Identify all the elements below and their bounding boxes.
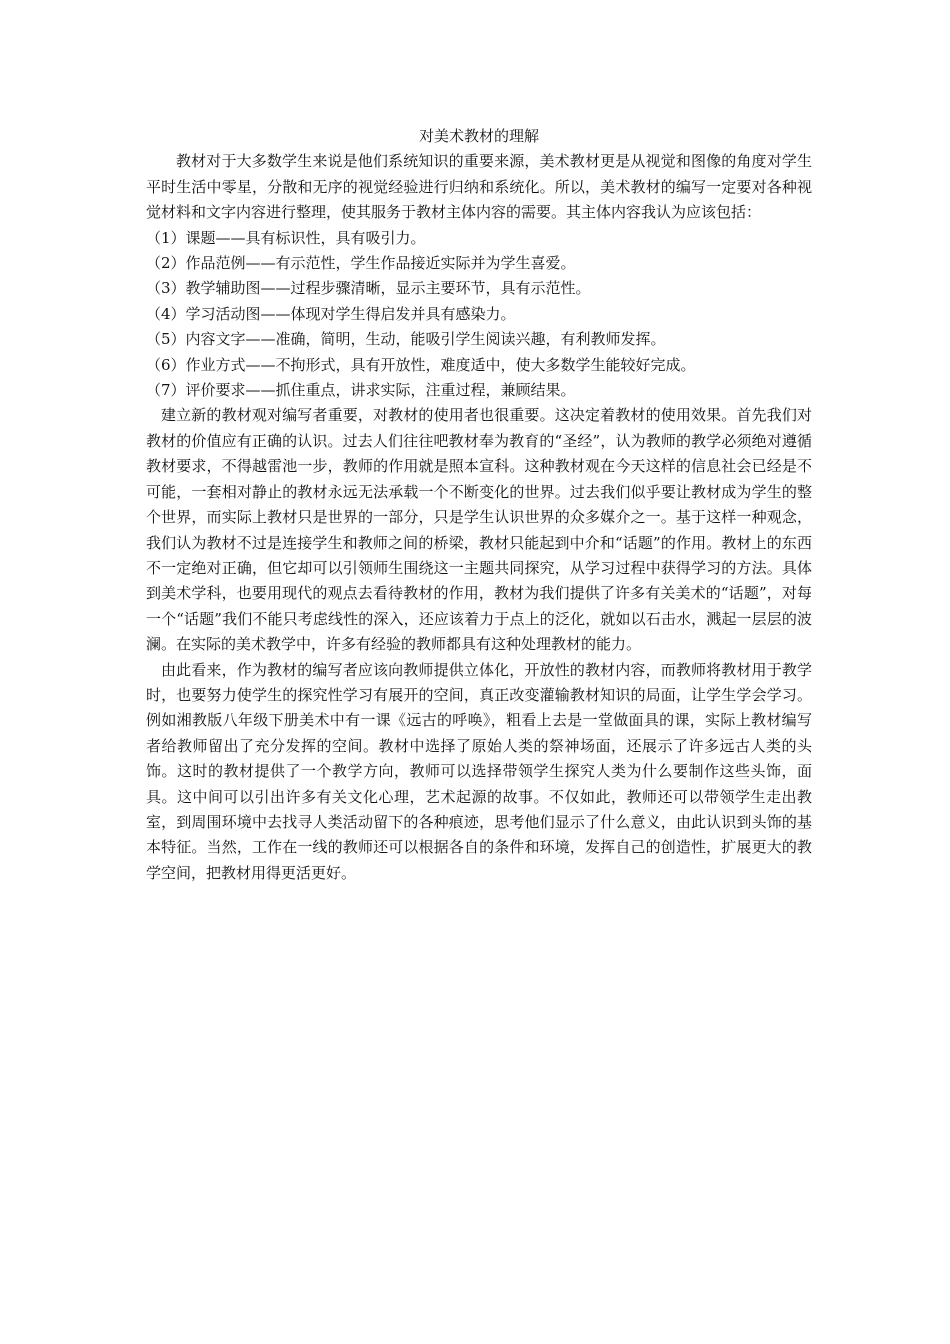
body-paragraph-3: 由此看来，作为教材的编写者应该向教师提供立体化，开放性的教材内容，而教师将教材用于教学时，也要努力使学生的探究性学习有展开的空间，真正改变灌输教材知识的局面，让学生学会学习。例如湘教版八年级下册美术中有一课《远古的呼唤》，粗看上去是一堂做面具的课，实际上教材编写者给教师留出了充分发挥的空间。教材中选择了原始人类的祭神场面，还展示了许多远古人类的头饰。这时的教材提供了一个教学方向，教师可以选择带领学生探究人类为什么要制作这些头饰，面具。这中间可以引出许多有关文化心理，艺术起源的故事。不仅如此，教师还可以带领学生走出教室，到周围环境中去找寻人类活动留下的各种痕迹，思考他们显示了什么意义，由此认识到头饰的基本特征。当然，工作在一线的教师还可以根据各自的条件和环境，发挥自己的创造性，扩展更大的教学空间，把教材用得更活更好。 bbox=[146, 660, 812, 882]
list-item: （2）作品范例——有示范性，学生作品接近实际并为学生喜爱。 bbox=[146, 254, 576, 273]
list-item: （5）内容文字——准确，简明，生动，能吸引学生阅读兴趣，有利教师发挥。 bbox=[146, 330, 666, 349]
content-list bbox=[146, 226, 812, 404]
body-paragraph-2: 建立新的教材观对编写者重要，对教材的使用者也很重要。这决定着教材的使用效果。首先我们对教材的价值应有正确的认识。过去人们往往吧教材奉为教育的“圣经”，认为教师的教学必须绝对遵循教材要求，不得越雷池一步，教师的作用就是照本宣科。这种教材观在今天这样的信息社会已经是不可能，一套相对静止的教材永远无法承载一个不断变化的世界。过去我们似乎要让教材成为学生的整个世界，而实际上教材只是世界的一部分，只是学生认识世界的众多媒介之一。基于这样一种观念，我们认为教材不过是连接学生和教师之间的桥梁，教材只能起到中介和“话题”的作用。教材上的东西不一定绝对正确，但它却可以引领师生围绕这一主题共同探究，从学习过程中获得学习的方法。具体到美术学科，也要用现代的观点去看待教材的作用，教材为我们提供了许多有关美术的“话题”，对每一个“话题”我们不能只考虑线性的深入，还应该着力于点上的泛化，就如以石击水，溅起一层层的波澜。在实际的美术教学中，许多有经验的教师都具有这种处理教材的能力。 bbox=[146, 406, 812, 654]
list-item: （4）学习活动图——体现对学生得启发并具有感染力。 bbox=[146, 304, 516, 323]
list-item: （1）课题——具有标识性，具有吸引力。 bbox=[146, 228, 426, 247]
list-item: （3）教学辅助图——过程步骤清晰，显示主要环节，具有示范性。 bbox=[146, 279, 591, 298]
list-item: （7）评价要求——抓住重点，讲求实际，注重过程，兼顾结果。 bbox=[146, 381, 576, 400]
intro-paragraph: 教材对于大多数学生来说是他们系统知识的重要来源，美术教材更是从视觉和图像的角度对学生平时生活中零星，分散和无序的视觉经验进行归纳和系统化。所以，美术教材的编写一定要对各种视觉材料和文字内容进行整理，使其服务于教材主体内容的需要。其主体内容我认为应该包括： bbox=[146, 152, 812, 222]
document-title: 对美术教材的理解 bbox=[418, 127, 539, 145]
document-page bbox=[146, 124, 812, 886]
list-item: （6）作业方式——不拘形式，具有开放性，难度适中，使大多数学生能较好完成。 bbox=[146, 355, 696, 374]
